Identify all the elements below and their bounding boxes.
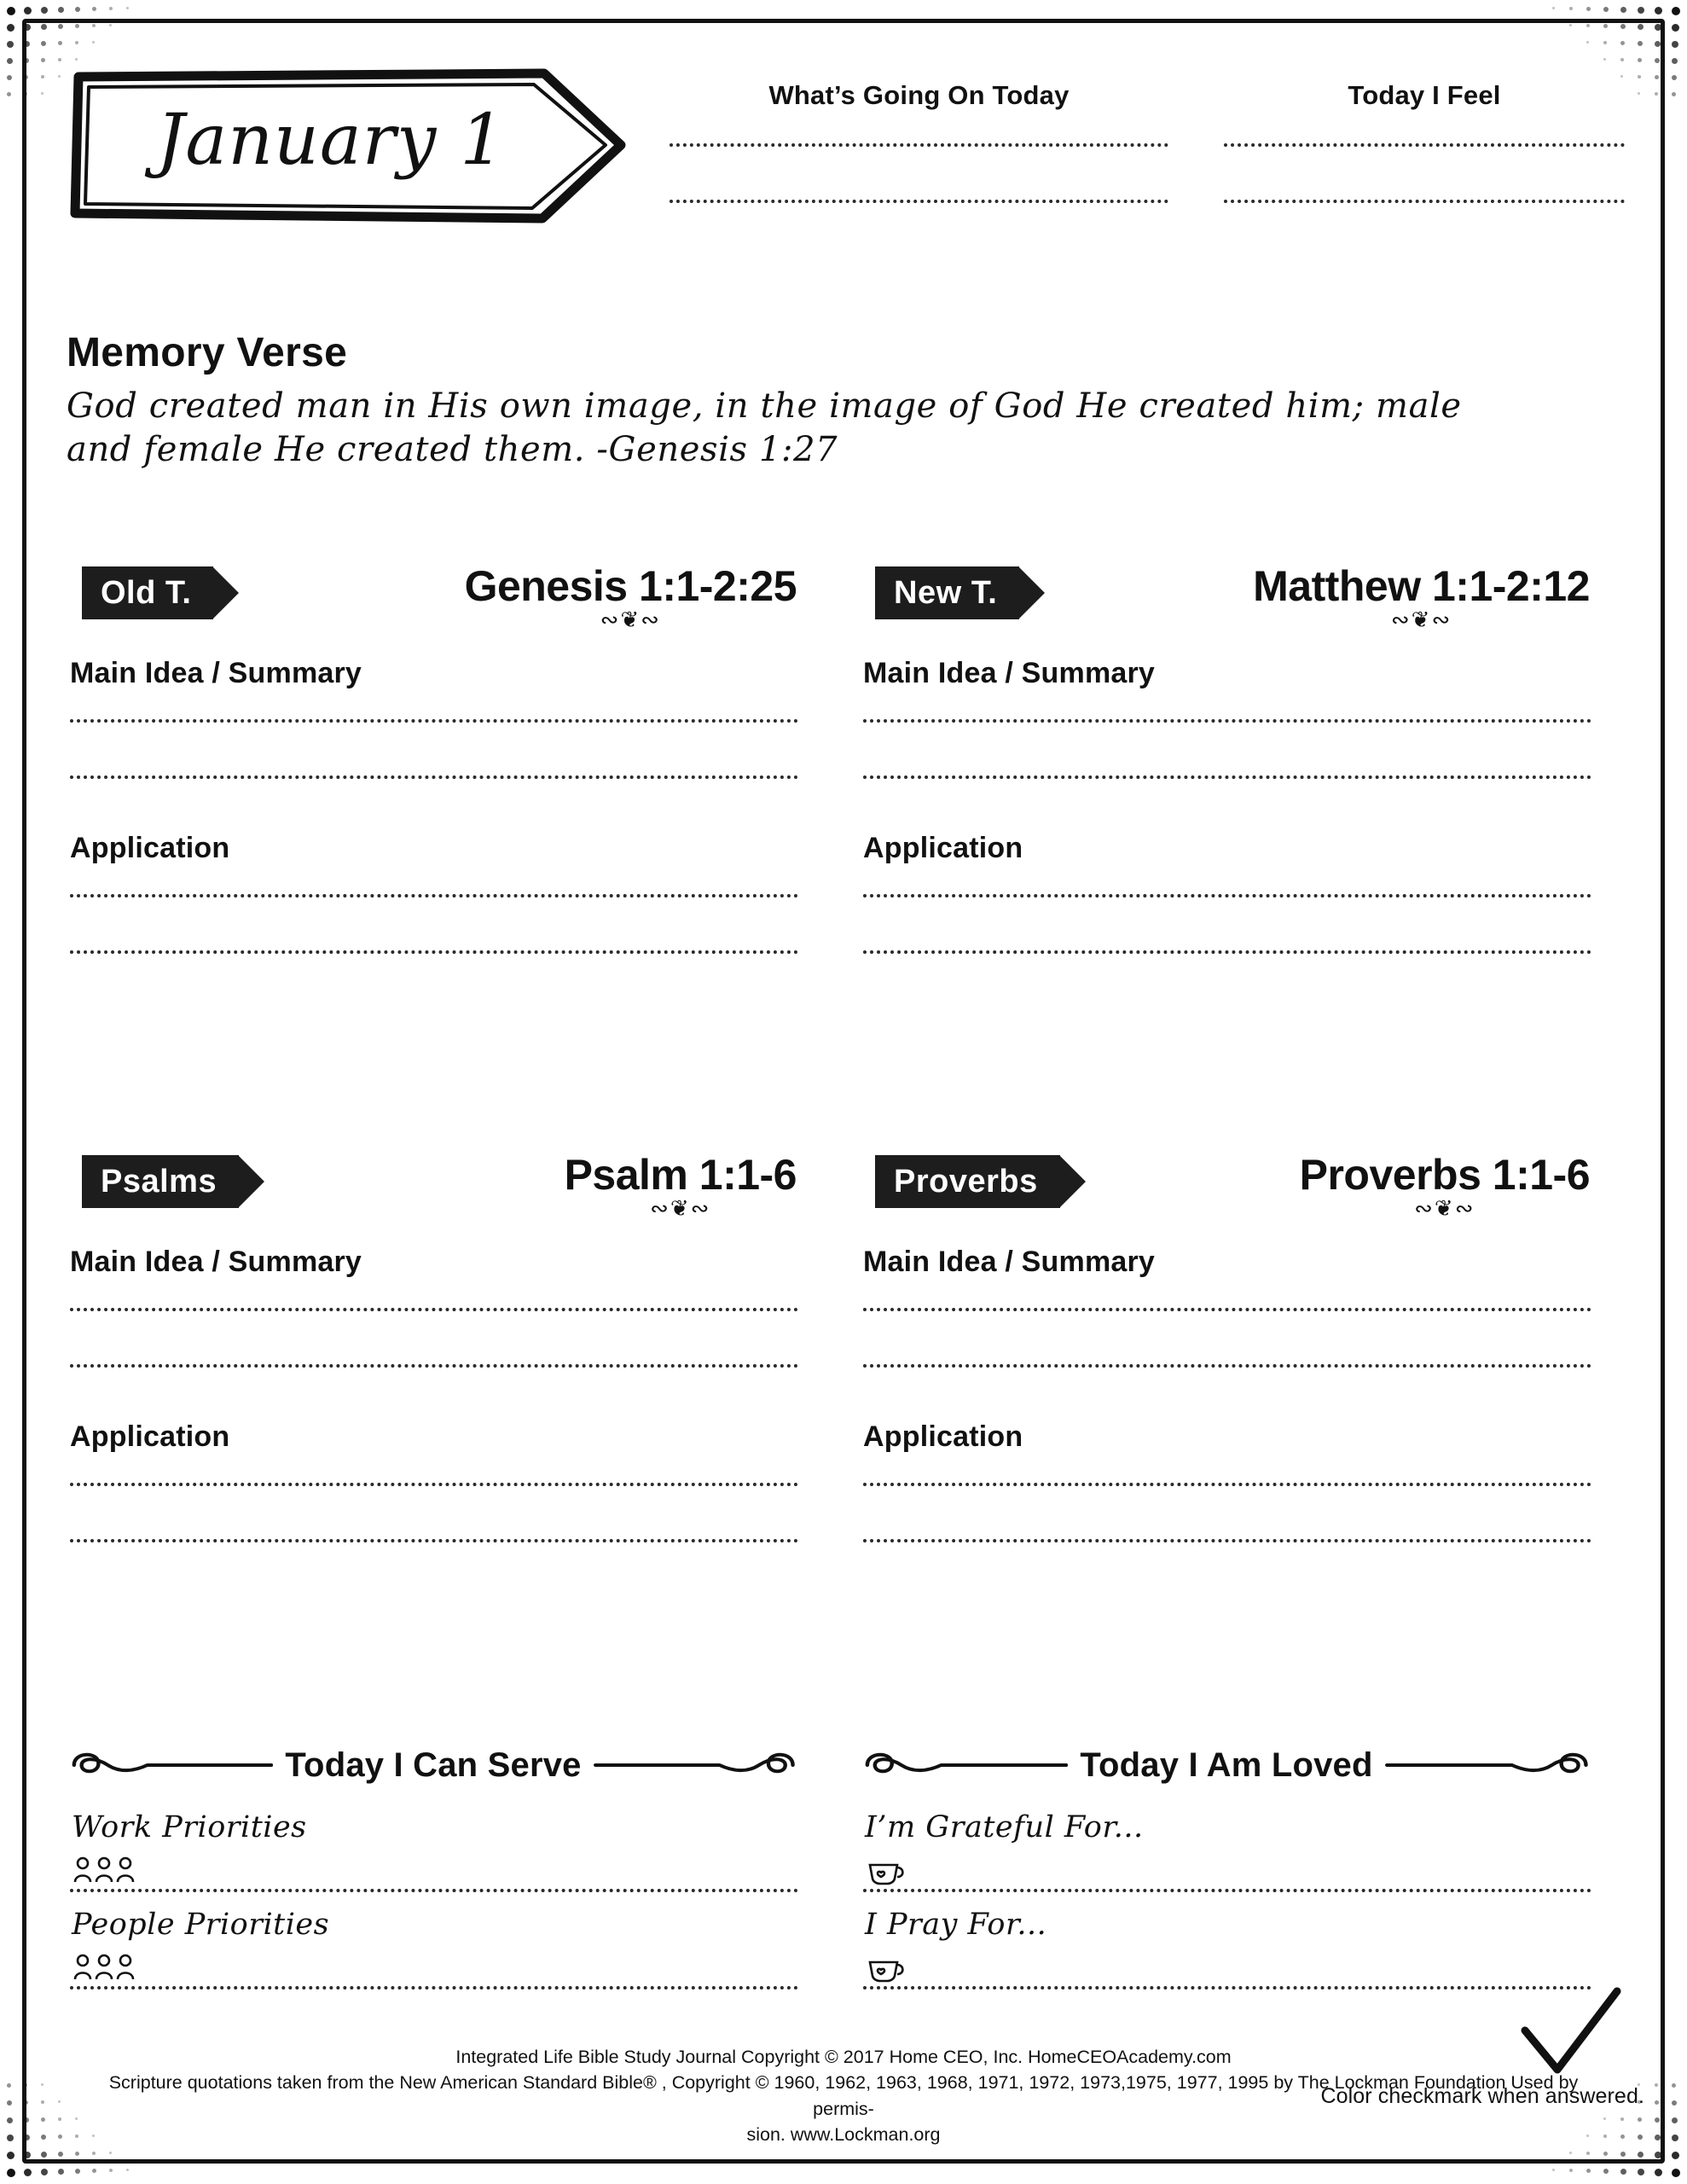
whats-going-on-today-field <box>670 80 1168 256</box>
flourish-ornament: ∾❦∾ <box>650 1196 711 1222</box>
section-tag: New T. <box>875 566 1019 619</box>
field-label-people-priorities: People Priorities <box>72 1908 330 1942</box>
field-label-application: Application <box>863 1420 1023 1453</box>
page-header <box>34 29 1653 225</box>
write-line[interactable] <box>863 950 1591 954</box>
write-line[interactable] <box>70 719 798 723</box>
section-psalms <box>67 1151 800 1595</box>
people-icon <box>72 1942 800 1984</box>
write-line[interactable] <box>863 1483 1591 1486</box>
write-line[interactable] <box>863 894 1591 897</box>
write-line[interactable] <box>863 1986 1591 1989</box>
write-line[interactable] <box>70 1308 798 1311</box>
footer <box>85 2044 1602 2148</box>
write-line[interactable] <box>863 1539 1591 1542</box>
write-line[interactable] <box>863 775 1591 779</box>
section-new-testament <box>860 562 1593 1007</box>
swirl-ornament-left-icon <box>67 1745 273 1786</box>
field-label-main-idea: Main Idea / Summary <box>70 657 362 689</box>
teacup-icon <box>865 1942 1593 1984</box>
write-line[interactable] <box>670 200 1168 203</box>
field-label-work-priorities: Work Priorities <box>72 1810 307 1844</box>
today-i-feel-label: Today I Feel <box>1348 80 1501 110</box>
section-header <box>67 562 800 633</box>
field-label-grateful-for: I’m Grateful For... <box>865 1810 1144 1844</box>
section-tag: Proverbs <box>875 1155 1060 1208</box>
field-label-main-idea: Main Idea / Summary <box>863 657 1156 689</box>
field-label-pray-for: I Pray For... <box>865 1908 1047 1942</box>
section-reference-text: Psalm 1:1-6 <box>564 1151 797 1199</box>
write-line[interactable] <box>70 1986 798 1989</box>
panel-title-serve: Today I Can Serve <box>285 1745 582 1784</box>
field-label-main-idea: Main Idea / Summary <box>863 1246 1156 1278</box>
panel-title-loved: Today I Am Loved <box>1080 1745 1373 1784</box>
section-header <box>67 1151 800 1222</box>
date-banner <box>67 67 629 224</box>
field-label-application: Application <box>863 832 1023 864</box>
footer-line-2: Scripture quotations taken from the New American Standard Bible® , Copyright © 1960, 1962, 1963, 1968, 1971, 1972, 1973,1975, 1977, 1995 by The Lockman Foundation Used by permis- <box>108 2072 1579 2119</box>
field-label-application: Application <box>70 832 230 864</box>
section-reference-text: Genesis 1:1-2:25 <box>464 562 797 610</box>
section-tag: Psalms <box>82 1155 239 1208</box>
section-header <box>860 1151 1593 1222</box>
section-reference-text: Matthew 1:1-2:12 <box>1253 562 1590 610</box>
section-header <box>860 562 1593 633</box>
write-line[interactable] <box>70 1889 798 1892</box>
footer-line-1: Integrated Life Bible Study Journal Copyright © 2017 Home CEO, Inc. HomeCEOAcademy.com <box>455 2046 1232 2067</box>
section-reference <box>1253 561 1590 633</box>
people-icon <box>72 1844 800 1887</box>
memory-verse-text: God created man in His own image, in the image of God He created him; male and female He created them. -Genesis 1:27 <box>67 386 1462 470</box>
section-reference-text: Proverbs 1:1-6 <box>1299 1151 1590 1199</box>
swirl-ornament-right-icon <box>1385 1745 1593 1786</box>
flourish-ornament: ∾❦∾ <box>1390 607 1452 633</box>
write-line[interactable] <box>670 143 1168 147</box>
section-reference <box>1299 1150 1590 1222</box>
write-line[interactable] <box>70 1483 798 1486</box>
write-line[interactable] <box>863 1308 1591 1311</box>
write-line[interactable] <box>70 950 798 954</box>
field-label-application: Application <box>70 1420 230 1453</box>
flourish-ornament: ∾❦∾ <box>600 607 661 633</box>
write-line[interactable] <box>70 1539 798 1542</box>
scripture-sections <box>67 562 1636 1735</box>
section-reference <box>464 561 797 633</box>
write-line[interactable] <box>863 719 1591 723</box>
teacup-icon <box>865 1844 1593 1887</box>
memory-verse-heading: Memory Verse <box>67 330 348 375</box>
section-tag: Old T. <box>82 566 213 619</box>
whats-going-on-today-label: What’s Going On Today <box>768 80 1070 110</box>
write-line[interactable] <box>1224 200 1625 203</box>
section-reference <box>564 1150 797 1222</box>
today-i-feel-field <box>1224 80 1625 256</box>
swirl-ornament-left-icon <box>860 1745 1068 1786</box>
write-line[interactable] <box>70 894 798 897</box>
panel-today-i-can-serve <box>67 1735 800 1989</box>
swirl-ornament-right-icon <box>594 1745 800 1786</box>
flourish-ornament: ∾❦∾ <box>1414 1196 1475 1222</box>
write-line[interactable] <box>70 1364 798 1368</box>
write-line[interactable] <box>70 775 798 779</box>
checkmark-note: Color checkmark when answered. <box>1320 2084 1644 2108</box>
write-line[interactable] <box>1224 143 1625 147</box>
write-line[interactable] <box>863 1364 1591 1368</box>
panel-header <box>860 1735 1593 1795</box>
memory-verse-section <box>67 329 1636 472</box>
write-line[interactable] <box>863 1889 1591 1892</box>
footer-line-3: sion. www.Lockman.org <box>746 2124 941 2146</box>
panel-header <box>67 1735 800 1795</box>
panel-today-i-am-loved <box>860 1735 1593 1989</box>
section-proverbs <box>860 1151 1593 1595</box>
section-old-testament <box>67 562 800 1007</box>
field-label-main-idea: Main Idea / Summary <box>70 1246 362 1278</box>
page-title: January 1 <box>156 100 506 181</box>
